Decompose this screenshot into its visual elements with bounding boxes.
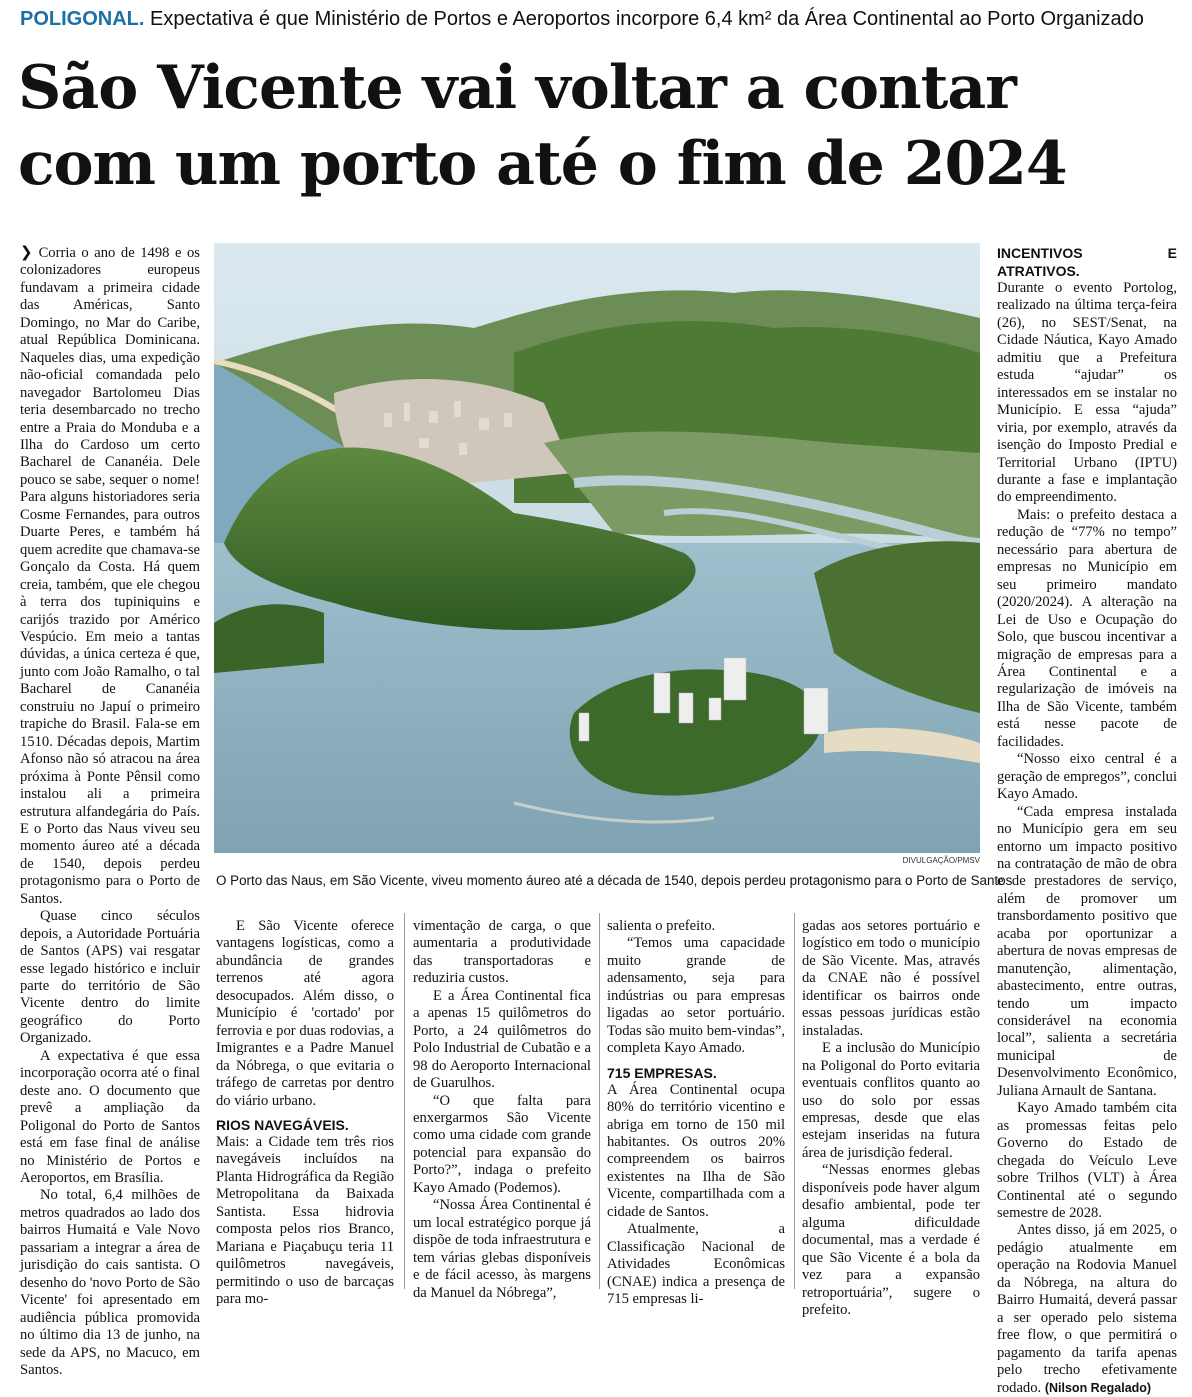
article-paragraph: Durante o evento Portolog, realizado na última terça-feira (26), no SEST/Senat, na Cidade Náutica, Kayo Amado admitiu que a Prefeitura estuda “ajudar” os interessados em se instalar no Município. E essa “ajuda” viria, por exemplo, através da isenção do Imposto Predial e Territorial Urbano (IPTU) durante a fase e implantação do empreendimento.: [997, 280, 1177, 506]
article-column-2: [216, 918, 394, 1308]
article-column-5: [802, 918, 980, 1318]
photo-caption: O Porto das Naus, em São Vicente, viveu momento áureo até a década de 1540, depois perdeu protagonismo para o Porto de Santos: [216, 873, 1013, 888]
article-paragraph: Kayo Amado também cita as promessas feitas pelo Governo do Estado de chegada do Veículo Leve sobre Trilhos (VLT) à Área Continental até o segundo semestre de 2028.: [997, 1100, 1177, 1222]
kicker: [20, 6, 1180, 32]
article-paragraph: Antes disso, já em 2025, o pedágio atualmente em operação na Rodovia Manuel da Nóbrega, na altura do Bairro Humaitá, deverá passar a ser operado pelo sistema free flow, o que permitirá o pagamento da tarifa apenas pelo trecho efetivamente rodado. (Nilson Regalado): [997, 1222, 1177, 1396]
article-paragraph: Mais: a Cidade tem três rios navegáveis incluídos na Planta Hidrográfica da Região Metropolitana da Baixada Santista. Essa hidrovia composta pelos rios Branco, Mariana e Piaçabuçu teria 11 quilômetros navegáveis, permitindo o uso de barcaças para mo-: [216, 1133, 394, 1308]
photo-credit: DIVULGAÇÃO/PMSV: [902, 856, 980, 865]
article-paragraph: E a Área Continental fica a apenas 15 quilômetros do Porto, a 24 quilômetros do Polo Industrial de Cubatão e a 98 do Aeroporto Internacional de Guarulhos.: [413, 987, 591, 1092]
headline-line-2: com um porto até o fim de 2024: [18, 129, 1067, 199]
article-paragraph: “Cada empresa instalada no Município gera em seu entorno um impacto positivo na contratação de mão de obra e de prestadores de serviço, além de promover um transbordamento positivo que acaba por oportunizar a abertura de novas empresas de manutenção, alimentação, abastecimento, entre outras, tendo um impacto considerável na economia local”, salienta a secretária municipal de Desenvolvimento Econômico, Juliana Arnault de Santana.: [997, 803, 1177, 1099]
article-column-3: [413, 918, 591, 1301]
article-paragraph: Atualmente, a Classificação Nacional de Atividades Econômicas (CNAE) indica a presença de 715 empresas li-: [607, 1221, 785, 1308]
article-paragraph: “Nossa Área Continental é um local estratégico porque já dispõe de toda infraestrutura e tem várias glebas disponíveis e de fácil acesso, às margens da Manuel da Nóbrega”,: [413, 1197, 591, 1301]
article-paragraph: Quase cinco séculos depois, a Autoridade Portuária de Santos (APS) vai resgatar esse legado histórico e incluir parte do território de São Vicente dentro do limite geográfico do Porto Organizado.: [20, 908, 200, 1047]
column-divider: [599, 913, 600, 1289]
article-paragraph: No total, 6,4 milhões de metros quadrados ao lado dos bairros Humaitá e Vale Novo passariam a integrar a área de jurisdição do cais santista. O desenho do 'novo Porto de São Vicente' foi apresentado em audiência pública promovida no último dia 13 de junho, na sede da APS, no Macuco, em Santos.: [20, 1187, 200, 1378]
kicker-text: Expectativa é que Ministério de Portos e Aeroportos incorpore 6,4 km² da Área Continental ao Porto Organizado: [150, 8, 1144, 30]
section-tag: POLIGONAL: [20, 8, 139, 30]
subheading: INCENTIVOS E ATRATIVOS.: [997, 245, 1177, 279]
section-tag-dot: .: [138, 8, 145, 30]
article-column-1: [20, 243, 200, 1378]
headline-line-1: São Vicente vai voltar a contar: [18, 53, 1016, 123]
article-paragraph: “Temos uma capacidade muito grande de adensamento, seja para indústrias ou para empresas ligadas ao setor portuário. Todas são muito bem-vindas”, completa Kayo Amado.: [607, 935, 785, 1057]
subheading: 715 EMPRESAS.: [607, 1064, 717, 1081]
article-paragraph: vimentação de carga, o que aumentaria a produtividade das transportadoras e reduziria custos.: [413, 918, 591, 987]
article-paragraph: ❯ Corria o ano de 1498 e os colonizadores europeus fundavam a primeira cidade das Américas, Santo Domingo, no Mar do Caribe, atual República Dominicana. Naqueles dias, uma expedição não-oficial comandada pelo navegador Bartolomeu Dias teria desembarcado no trecho entre a Praia do Monduba e a Ilha do Cardoso um certo Bacharel de Cananéia. Dele pouco se sabe, sequer o nome! Para alguns historiadores seria Cosme Fernandes, para outros Duarte Peres, e também há quem acredite que chamava-se Gonçalo da Costa. Há quem creia, também, que ele chegou à terra dos tupiniquins e carijós trazido por Américo Vespúcio. Em meio a tantas dúvidas, a única certeza é que, junto com João Ramalho, o tal Bacharel de Cananéia construiu no Japuí o primeiro trapiche do Brasil. Fala-se em 1510. Décadas depois, Martim Afonso não só atracou na área próxima à Ponte Pênsil como instalou ali a primeira estrutura alfandegária do País. E o Porto das Naus viveu seu momento áureo até a década de 1540, depois perdeu protagonismo para o Porto de Santos.: [20, 243, 200, 907]
article-paragraph: “Nessas enormes glebas disponíveis pode haver algum desafio ambiental, pode ter alguma dificuldade documental, mas a verdade é que São Vicente é a bola da vez para a expansão retroportuária”, sugere o prefeito.: [802, 1162, 980, 1318]
article-column-4: [607, 918, 785, 1308]
article-paragraph: A expectativa é que essa incorporação ocorra até o final deste ano. O documento que prevê a ampliação da Poligonal do Porto de Santos está em fase final de análise no Ministério de Portos e Aeroportos, em Brasília.: [20, 1047, 200, 1187]
subheading: RIOS NAVEGÁVEIS.: [216, 1116, 349, 1133]
article-photo: [214, 243, 980, 853]
headline: [18, 50, 1178, 202]
article-paragraph: A Área Continental ocupa 80% do território vicentino e abriga em torno de 150 mil habitantes. Os outros 20% compreendem os bairros existentes na Ilha de São Vicente, compartilhada com a cidade de Santos.: [607, 1081, 785, 1220]
article-paragraph: “O que falta para enxergarmos São Vicente como uma cidade com grande potencial para expansão do Porto?”, indaga o prefeito Kayo Amado (Podemos).: [413, 1092, 591, 1196]
article-paragraph: gadas aos setores portuário e logístico em todo o município de São Vicente. Mas, através da CNAE não é possível identificar os bairros onde essas pessoas jurídicas estão instaladas.: [802, 918, 980, 1039]
article-paragraph: “Nosso eixo central é a geração de empregos”, conclui Kayo Amado.: [997, 751, 1177, 803]
chevron-right-icon: ❯: [20, 243, 33, 261]
byline: (Nilson Regalado): [1044, 1380, 1152, 1395]
column-divider: [794, 913, 795, 1289]
article-column-6: [997, 244, 1177, 1396]
article-paragraph: E São Vicente oferece vantagens logísticas, como a abundância de grandes terrenos até agora desocupados. Além disso, o Município é 'cortado' por ferrovia e por duas rodovias, a Imigrantes e a Padre Manuel da Nóbrega, o que evitaria o tráfego de carretas por dentro do viário urbano.: [216, 918, 394, 1109]
article-paragraph: Mais: o prefeito destaca a redução de “77% no tempo” necessário para abertura de empresas no Município em seu primeiro mandato (2020/2024). A alteração na Lei de Uso e Ocupação do Solo, que buscou incentivar a migração de empresas para a Área Continental e a regularização de imóveis na Ilha de São Vicente, também está nesse pacote de facilidades.: [997, 506, 1177, 750]
aerial-photo-illustration: [214, 243, 980, 853]
article-paragraph: E a inclusão do Município na Poligonal do Porto evitaria eventuais conflitos quanto ao uso do solo por essas empresas, desde que elas estejam inseridas na futura área de jurisdição federal.: [802, 1040, 980, 1161]
article-paragraph: salienta o prefeito.: [607, 918, 716, 934]
column-divider: [404, 913, 405, 1289]
